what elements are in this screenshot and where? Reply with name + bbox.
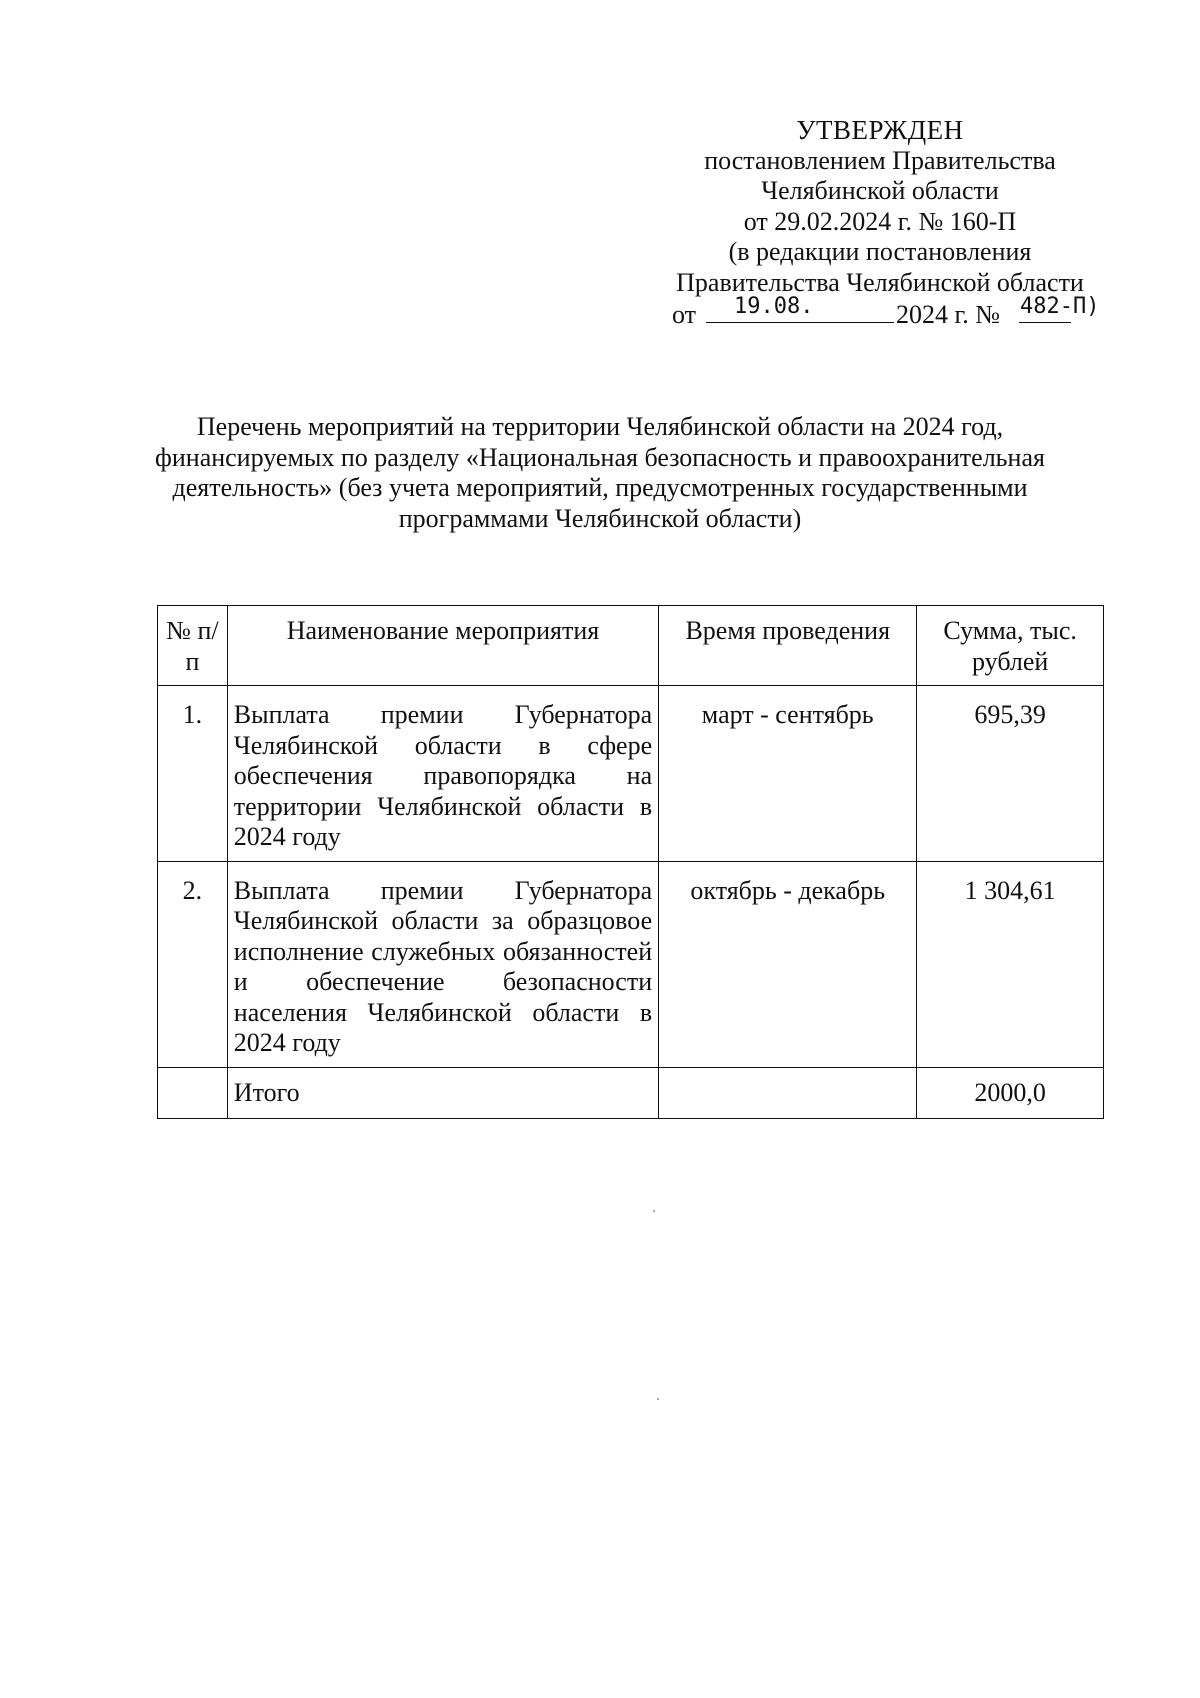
scan-speck <box>653 1210 655 1212</box>
scan-speck <box>657 1398 659 1400</box>
heading-line-1: Перечень мероприятий на территории Челябинской области на 2024 год, <box>196 412 1004 441</box>
row-sum: 1 304,61 <box>917 861 1104 1067</box>
heading-line-3: деятельность» (без учета мероприятий, предусмотренных государственными <box>172 473 1028 502</box>
table-header-row <box>158 606 1104 686</box>
document-heading <box>120 412 1080 534</box>
total-row <box>158 1067 1104 1119</box>
header-time: Время проведения <box>659 606 917 686</box>
measures-table <box>157 605 1104 1119</box>
total-sum: 2000,0 <box>917 1067 1104 1119</box>
header-name: Наименование мероприятия <box>227 606 658 686</box>
row-num: 2. <box>158 861 228 1067</box>
table-row <box>158 686 1104 862</box>
approval-line-1: постановлением Правительства <box>704 145 1056 175</box>
total-label: Итого <box>227 1067 658 1119</box>
row-name: Выплата премии Губернатора Челябинской области за образцовое исполнение служебных обязанностей и обеспечение безопасности населения Челябинской области в 2024 году <box>227 861 658 1067</box>
approval-line-2: Челябинской области <box>761 176 999 205</box>
heading-line-2: финансируемых по разделу «Национальная безопасность и правоохранительная <box>155 442 1045 472</box>
row-num: 1. <box>158 686 228 862</box>
handwritten-date: 19.08. <box>734 294 814 319</box>
handwritten-number: 482-П) <box>1020 294 1100 319</box>
header-num: № п/п <box>158 606 228 686</box>
total-time <box>659 1067 917 1119</box>
approval-line-3: от 29.02.2024 г. № 160-П <box>743 206 1017 236</box>
row-name: Выплата премии Губернатора Челябинской области в сфере обеспечения правопорядка на территории Челябинской области в 2024 году <box>227 686 658 862</box>
date-year: 2024 г. № <box>896 300 1001 329</box>
table-row <box>158 861 1104 1067</box>
approval-line-4: (в редакции постановления <box>728 237 1032 266</box>
heading-line-4: программами Челябинской области) <box>398 503 802 533</box>
row-sum: 695,39 <box>917 686 1104 862</box>
date-prefix: от <box>672 300 697 329</box>
header-sum: Сумма, тыс. рублей <box>917 606 1104 686</box>
approval-line-5: Правительства Челябинской области <box>676 267 1084 297</box>
approval-title: УТВЕРЖДЕН <box>796 115 964 145</box>
row-time: октябрь - декабрь <box>659 861 917 1067</box>
approval-stamp <box>620 115 1140 330</box>
amendment-date-line <box>620 294 1140 330</box>
row-time: март - сентябрь <box>659 686 917 862</box>
total-num <box>158 1067 228 1119</box>
